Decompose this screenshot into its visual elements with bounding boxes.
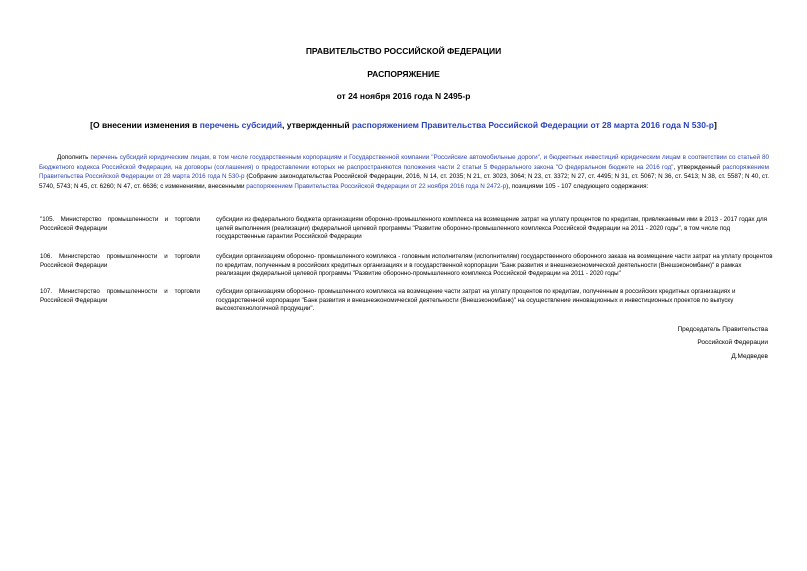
row-description-cell: субсидии организациям оборонно- промышленного комплекса на возмещение части затрат на уплату процентов по кредитам, полученным в российских кредитных организациях и государственной корпорации "Банк развития и внешнеэкономической деятельности (Внешэкономбанк)" на осуществление инновационных и инвестиционных проектов по выпуску высокотехнологичной продукции". [216, 288, 736, 313]
intro-order-2472-link[interactable]: распоряжением Правительства Российской Федерации от 22 ноября 2016 года N 2472-р [246, 182, 507, 190]
intro-text-2: , утвержденный [673, 163, 723, 171]
row-ministry-cell: 106. Министерство промышленности и торговли Российской Федерации [40, 253, 200, 269]
intro-order-530-link[interactable]: распоряжением Правительства Российской Федерации от 28 марта 2016 года N 530-р [39, 163, 769, 181]
title-text-open: [О внесении изменения в [90, 120, 200, 130]
government-heading: ПРАВИТЕЛЬСТВО РОССИЙСКОЙ ФЕДЕРАЦИИ [305, 46, 502, 56]
subsidy-list-link[interactable]: перечень субсидий [199, 120, 283, 130]
signature-name: Д.Медведев [731, 353, 768, 360]
document-type: РАСПОРЯЖЕНИЕ [367, 69, 440, 79]
intro-paragraph [39, 153, 769, 191]
intro-text-4: ), позициями 105 - 107 следующего содержания: [506, 182, 649, 190]
row-ministry-cell: 107. Министерство промышленности и торговли Российской Федерации [40, 288, 200, 304]
intro-text-3: (Собрание законодательства Российской Федерации, 2016, N 14, ст. 2035; N 21, ст. 3023, 3064; N 23, ст. 3372; N 27, ст. 4495; N 31, ст. 5067; N 36, ст. 5413; N 38, ст. 5587; N 40, ст. 5740, 5743; N 45, ст. 6260; N 47, ст. 6636; с изменениями, внесенными [39, 173, 769, 190]
intro-text-1: Дополнить [57, 154, 91, 161]
document-date-number: от 24 ноября 2016 года N 2495-р [336, 91, 471, 101]
row-description-cell: субсидии из федерального бюджета организациям оборонно-промышленного комплекса на возмещение затрат на уплату процентов по кредитам, привлекаемым ими в 2013 - 2017 годах для целей выполнения (реализации) федеральной целевой программы "Развитие оборонно-промышленного комплекса Российской Федерации на 2011 - 2020 годы", в том числе под государственные гарантии Российской Федерации [216, 216, 767, 241]
title-text-middle: , утвержденный [282, 120, 352, 130]
row-ministry-cell: "105. Министерство промышленности и торговли Российской Федерации [40, 216, 200, 232]
row-description-cell: субсидии организациям оборонно- промышленного комплекса - головным исполнителям (исполнителям) государственного оборонного заказа на возмещение части затрат на уплату процентов по кредитам, полученным в российских кредитных организациях и в государственной корпорации "Банк развития и внешнеэкономической деятельности (Внешэкономбанк)" в рамках реализации федеральной целевой программы "Развитие оборонно-промышленного комплекса Российской Федерации на 2011 - 2020 годы" [216, 253, 773, 278]
document-title [0, 120, 807, 130]
signature-position-line2: Российской Федерации [697, 339, 768, 346]
intro-subsidy-list-link[interactable]: перечень субсидий юридическим лицам, в том числе государственным корпорациям и Государственной компании "Российские автомобильные дороги", и бюджетных инвестиций юридическим лицам в соответствии со статьей 80 Бюджетного кодекса Российской Федерации, на договоры (соглашения) о предоставлении которых не распространяются положения части 2 статьи 5 Федерального закона "О федеральном бюджете на 2016 год" [39, 154, 769, 171]
signature-position-line1: Председатель Правительства [677, 326, 768, 333]
order-530-link[interactable]: распоряжением Правительства Российской Федерации от 28 марта 2016 года N 530-р [351, 120, 714, 130]
title-text-close: ] [714, 120, 717, 130]
